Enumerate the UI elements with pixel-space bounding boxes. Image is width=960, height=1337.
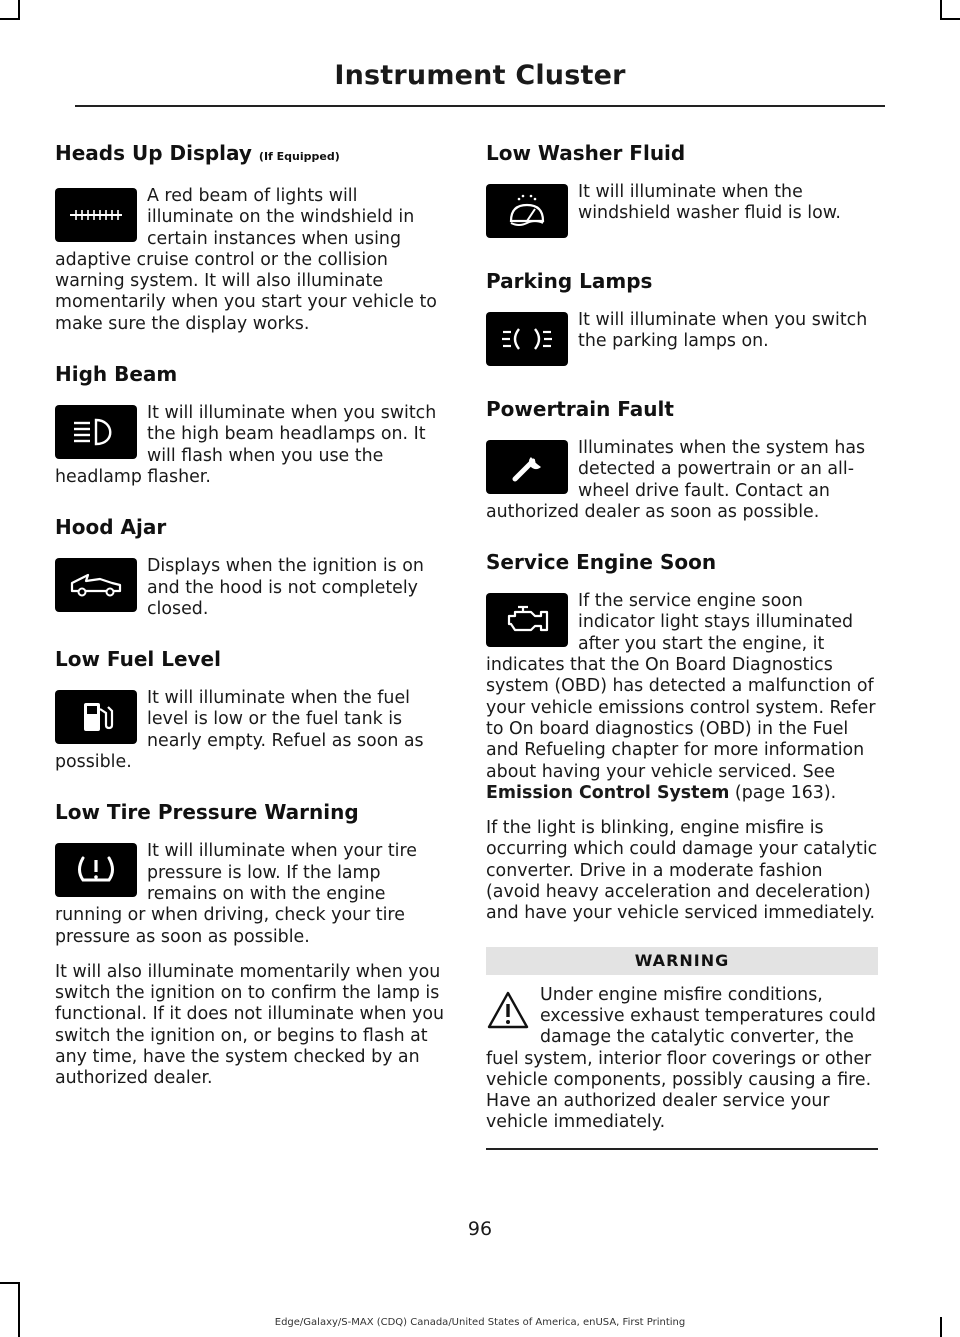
crop-mark — [18, 1282, 20, 1337]
section-text: Illuminates when the system has detected a powertrain or an all-wheel drive fault. Contact an authorized dealer as soon as possible. — [486, 438, 866, 522]
section-high-beam — [55, 361, 447, 488]
section-title: High Beam — [55, 362, 178, 387]
left-column — [55, 140, 447, 1116]
section-text: It will illuminate when the windshield washer fluid is low. — [578, 182, 841, 224]
header-rule — [75, 105, 885, 107]
section-title: Low Fuel Level — [55, 647, 221, 672]
qualifier: (If Equipped) — [258, 150, 340, 163]
footer-text: Edge/Galaxy/S-MAX (CDQ) Canada/United States of America, enUSA, First Printing — [274, 1317, 686, 1328]
check-engine-icon — [486, 593, 568, 647]
page-title: Instrument Cluster — [334, 60, 626, 91]
section-title: Low Tire Pressure Warning — [55, 800, 359, 825]
section-low-washer-fluid — [486, 140, 878, 242]
right-column — [486, 140, 878, 1176]
warning-box — [486, 985, 878, 1150]
hud-light-bar-icon — [55, 188, 137, 242]
section-low-tire-pressure — [55, 799, 447, 1089]
washer-fluid-icon — [486, 184, 568, 238]
section-title: Powertrain Fault — [486, 397, 674, 421]
section-title: Low Washer Fluid — [486, 141, 686, 165]
fuel-pump-icon — [55, 690, 137, 744]
section-title: Hood Ajar — [55, 515, 167, 540]
section-text-2: If the light is blinking, engine misfire is occurring which could damage your catalytic converter. Drive in a moderate fashion (avoid heavy acceleration and deceleration) and have your vehicle serviced immediately. — [486, 818, 878, 924]
section-text: If the service engine soon indicator light stays illuminated after you start the engine, it indicates that the On Board Diagnostics system (OBD) has detected a malfunction of your vehicle emissions control system. Refer to On board diagnostics (OBD) in the Fuel and Refueling chapter for more information about having your vehicle serviced. See Emission Control System (page 163). — [486, 591, 876, 803]
high-beam-icon — [55, 405, 137, 459]
section-text-2: It will also illuminate momentarily when you switch the ignition on to confirm the lamp is functional. If it does not illuminate when you switch the ignition on, or begins to flash at any time, have the system checked by an authorized dealer. — [55, 961, 444, 1089]
crop-mark — [0, 18, 20, 20]
section-parking-lamps — [486, 268, 878, 370]
section-text: It will illuminate when the fuel level is low or the fuel tank is nearly empty. Refuel as soon as possible. — [55, 688, 424, 773]
page-number: 96 — [467, 1218, 493, 1240]
crop-mark — [940, 18, 960, 20]
section-hood-ajar — [55, 514, 447, 620]
cross-reference-link[interactable]: Emission Control System — [486, 782, 730, 803]
crop-mark — [18, 0, 20, 20]
section-title: Service Engine Soon — [486, 550, 717, 575]
parking-lamps-icon — [486, 312, 568, 366]
section-heads-up-display — [55, 140, 447, 335]
wrench-icon — [486, 440, 568, 494]
section-text: It will illuminate when you switch the parking lamps on. — [578, 310, 868, 352]
section-text: Displays when the ignition is on and the hood is not completely closed. — [147, 556, 424, 619]
section-title: Parking Lamps — [486, 269, 653, 293]
section-low-fuel — [55, 646, 447, 773]
section-text: It will illuminate when your tire pressure is low. If the lamp remains on with the engine running or when driving, check your tire pressure as soon as possible. — [55, 841, 417, 947]
warning-text: Under engine misfire conditions, excessive exhaust temperatures could damage the catalytic converter, the fuel system, interior floor coverings or other vehicle components, possibly causing a fire. Have an authorized dealer service your vehicle immediately. — [486, 984, 876, 1133]
tire-pressure-icon — [55, 843, 137, 897]
section-text: It will illuminate when you switch the high beam headlamps on. It will flash when you use the headlamp flasher. — [55, 403, 437, 487]
section-powertrain-fault — [486, 396, 878, 523]
hood-ajar-icon — [55, 558, 137, 612]
warning-label: WARNING — [486, 947, 878, 975]
section-service-engine-soon — [486, 549, 878, 1150]
crop-mark — [0, 1282, 20, 1284]
warning-triangle-icon — [486, 989, 530, 1033]
section-text: A red beam of lights will illuminate on the windshield in certain instances when using adaptive cruise control or the collision warning system. It will also illuminate momentarily when you start your vehicle to make sure the display works. — [55, 186, 437, 334]
section-title: Heads Up Display (If Equipped) — [55, 141, 340, 165]
crop-mark — [940, 0, 942, 20]
